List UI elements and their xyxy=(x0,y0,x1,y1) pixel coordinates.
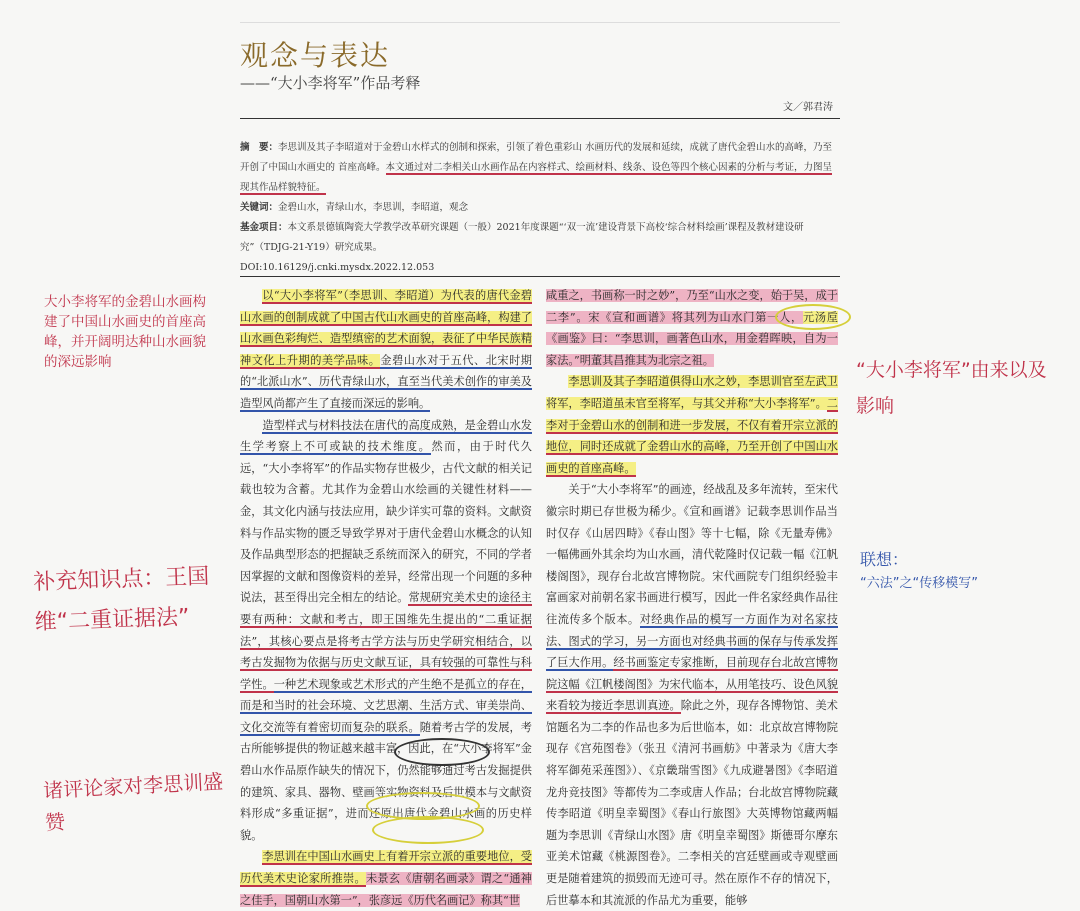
right-paragraph-3 xyxy=(546,479,838,911)
note-left-praise: 诸评论家对李思训盛赞 xyxy=(42,769,224,835)
right-p1-quote: 咸重之，书画称一时之妙”，乃至“山水之变，始于吴，成于二李”。宋《宣和画谱》将其列为山水门第一人， xyxy=(546,289,838,324)
note-right-association-body: “六法”之“传移模写” xyxy=(860,576,978,591)
article-subtitle: ——“大小李将军”作品考释 xyxy=(240,74,421,92)
doi-line: DOI:10.16129/j.cnki.mysdx.2022.12.053 xyxy=(240,262,435,273)
keywords-label: 关键词： xyxy=(240,202,279,213)
right-paragraph-2 xyxy=(546,371,838,479)
left-p2-multi-evidence: “多重证据” xyxy=(275,807,334,821)
abstract-text-1: 李思训及其子李昭道对于金碧山水样式的创制和探索，引领了着色重彩山 水画历代的发展和延续，成就了唐代金碧山水的高峰，乃至开创了中国山水画史的 首座高峰。 xyxy=(240,142,833,173)
top-divider xyxy=(240,22,840,23)
left-column xyxy=(240,285,532,911)
circle-mark-multi-evidence xyxy=(394,738,490,766)
circle-mark-tanghou xyxy=(775,304,851,330)
note-right-association-title: 联想： xyxy=(860,550,909,569)
left-p2-context: 一种艺术现象或艺术形式的产生绝不是孤立的存在，而是和当时的社会环境、文艺思潮、生活方式、审美崇尚、文化交流等有着密切而复杂的联系。 xyxy=(240,677,532,734)
right-p1-name: 元汤垕 xyxy=(802,310,838,324)
note-right-association xyxy=(860,548,1060,596)
left-p1-highlight: 以“大小李将军”（李思训、李昭道）为代表的唐代金碧山水画的创制成就了中国古代山水画史的首座高峰，构建了山水画色彩绚烂、造型缜密的艺术面貌，表征了中华民族精神文化上升期的美学品味。 xyxy=(240,289,532,367)
left-p1-rest: 金碧山水对于五代、北宋时期的“北派山水”、历代青绿山水，直至当代美术创作的审美及造型风尚都产生了直接而深远的影响。 xyxy=(240,353,532,410)
right-p3-body: 关于“大小李将军”的画迹，经战乱及多年流转，至宋代徽宗时期已存世极为稀少。《宣和画谱》记载李思训作品当时仅存《山居四畤》《春山图》等十七幅，除《无量寿佛》一幅佛画外其余均为山水画，清代乾隆时仅记载一幅《江帆楼阁图》，现存台北故宫博物院。宋代画院专门组织经验丰富画家对前朝名家书画进行模写，因此一件名家经典作品往往流传多个版本。 xyxy=(546,483,838,626)
note-left-knowledge: 补充知识点：王国维“二重证据法” xyxy=(32,564,210,636)
right-column xyxy=(546,285,838,911)
note-right-origin: “大小李将军”由来以及影响 xyxy=(856,359,1047,417)
keywords-text: 金碧山水，青绿山水，李思训，李昭道，观念 xyxy=(278,202,469,213)
left-p2-archaeology: 随着考古学的发展，考古所能够提供的物证越来越丰富，因此，在“大小李将军”金碧山水作品原作缺失的情况下，仍然能够通过考古发掘提供的建筑、家具、器物、壁画等实物资料及后世模本与文献资料形成 xyxy=(240,720,532,821)
keywords-line xyxy=(240,198,838,218)
right-p3-expert: 经书画鉴定专家推断，目前现存台北故宫博物院这幅《江帆楼阁图》为宋代临本，从用笔技巧、设色风貌来看较为接近李思训真迹。 xyxy=(546,656,838,713)
left-p3-status: 李思训在中国山水画史上有着开宗立派的重要地位，受历代美术史论家所推崇。 xyxy=(240,850,532,886)
circle-mark-book-2 xyxy=(372,816,484,844)
abstract-label: 摘 要： xyxy=(240,142,279,153)
left-p3-quote-1: 未景玄《唐朝名画录》谓之“通神之佳手，国朝山水第一”， xyxy=(240,872,532,907)
fund-line xyxy=(240,218,838,258)
right-p3-rest: 除此之外，现存各博物馆、美术馆题名为二李的作品也多为后世临本，如：北京故宫博物院现存《宫苑图卷》（张丑《清河书画舫》中著录为《唐大李将军御苑采莲图》）、《京畿瑞雪图》《九成避暑图》《李昭道龙舟竞技图》等都传为二李或唐人作品；台北故宫博物院藏传李昭道《明皇幸蜀图》《春山行旅图》大英博物馆藏两幅题为李思训《青绿山水图》唐《明皇幸蜀图》斯德哥尔摩东亚美术馆藏《桃源图卷》。二李相关的宫廷壁画或寺观壁画更是随着建筑的损毁而无迹可寻。然在原作不存的情况下，后世摹本和其流派的作品尤为重要，能够 xyxy=(546,699,838,907)
left-paragraph-1 xyxy=(240,285,532,415)
article-author: 文／郭君涛 xyxy=(783,102,833,113)
right-p1-huajian: 《画鉴》曰：“李思训，画著色山水，用金碧晖映，自为一家法。” xyxy=(546,332,838,367)
right-p1-dong: 明董其昌推其为北宗之祖。 xyxy=(579,353,714,367)
left-paragraph-3 xyxy=(240,846,532,911)
note-left-summary: 大小李将军的金碧山水画构建了中国山水画史的首座高峰，并开阔明达种山水画貌的深远影响 xyxy=(44,294,206,370)
abstract-paragraph xyxy=(240,138,838,198)
header-rule xyxy=(240,118,840,119)
left-p3-quote-2: 张彦远《历代名画记》称其“世 xyxy=(368,893,520,907)
left-p2-end: ，进而还原出唐代金碧山水画的历史样貌。 xyxy=(240,807,532,842)
left-p2-lead: 造型样式与材料技法在唐代的高度成熟，是金碧山水发生学考察上不可或缺的技术维度。 xyxy=(240,418,532,454)
right-p2-origin: 李思训及其子李昭道俱得山水之妙，李思训官至左武卫将军，李昭道虽未官至将军，与其父并称“大小李将军”。 xyxy=(546,375,838,410)
abstract-rule xyxy=(240,276,840,277)
left-paragraph-2 xyxy=(240,415,532,847)
left-p2-method: 常规研究美术史的途径主要有两种：文献和考古，即王国维先生提出的“二重证据法”，其核心要点是将考古学方法与历史学研究相结合，以考古发掘物为依据与历史文献互证，具有较强的可靠性与科学性。 xyxy=(240,591,532,691)
left-p2-body: 然而，由于时代久远，“大小李将军”的作品实物存世极少，古代文献的相关记载也较为含蓄。尤其作为金碧山水绘画的关键性材料——金，其文化内涵与技法应用，缺少详实可靠的资料。文献资料与作品实物的匮乏导致学界对于唐代金碧山水概念的认知及作品典型形态的把握缺乏系统而深入的研究，不同的学者因掌握的文献和图像资料的差异，经常出现一个问题的多种说法，甚至得出完全相左的结论。 xyxy=(240,440,532,605)
abstract-text-2: 本文通过对二李相关山水画作品在内容样式、绘画材料、线条、设色等四个核心因素的分析与考证，力图呈现其作品样貌特征。 xyxy=(240,162,833,193)
fund-label: 基金项目： xyxy=(240,222,288,233)
abstract-block xyxy=(240,138,838,278)
article-title: 观念与表达 xyxy=(240,39,391,72)
right-p2-influence: 二李对于金碧山水的创制和进一步发展，不仅有着开宗立派的地位，同时还成就了金碧山水的高峰，乃至开创了中国山水画史的首座高峰。 xyxy=(546,396,838,475)
right-p3-copy: 对经典作品的模写一方面作为对名家技法、图式的学习，另一方面也对经典书画的保存与传承发挥了巨大作用。 xyxy=(546,612,838,670)
fund-text: 本文系景德镇陶瓷大学教学改革研究课题（一般）2021年度课题“‘双一流’建设背景下高校‘综合材料绘画’课程及教材建设研究”（TDJG-21-Y19）研究成果。 xyxy=(240,222,804,253)
